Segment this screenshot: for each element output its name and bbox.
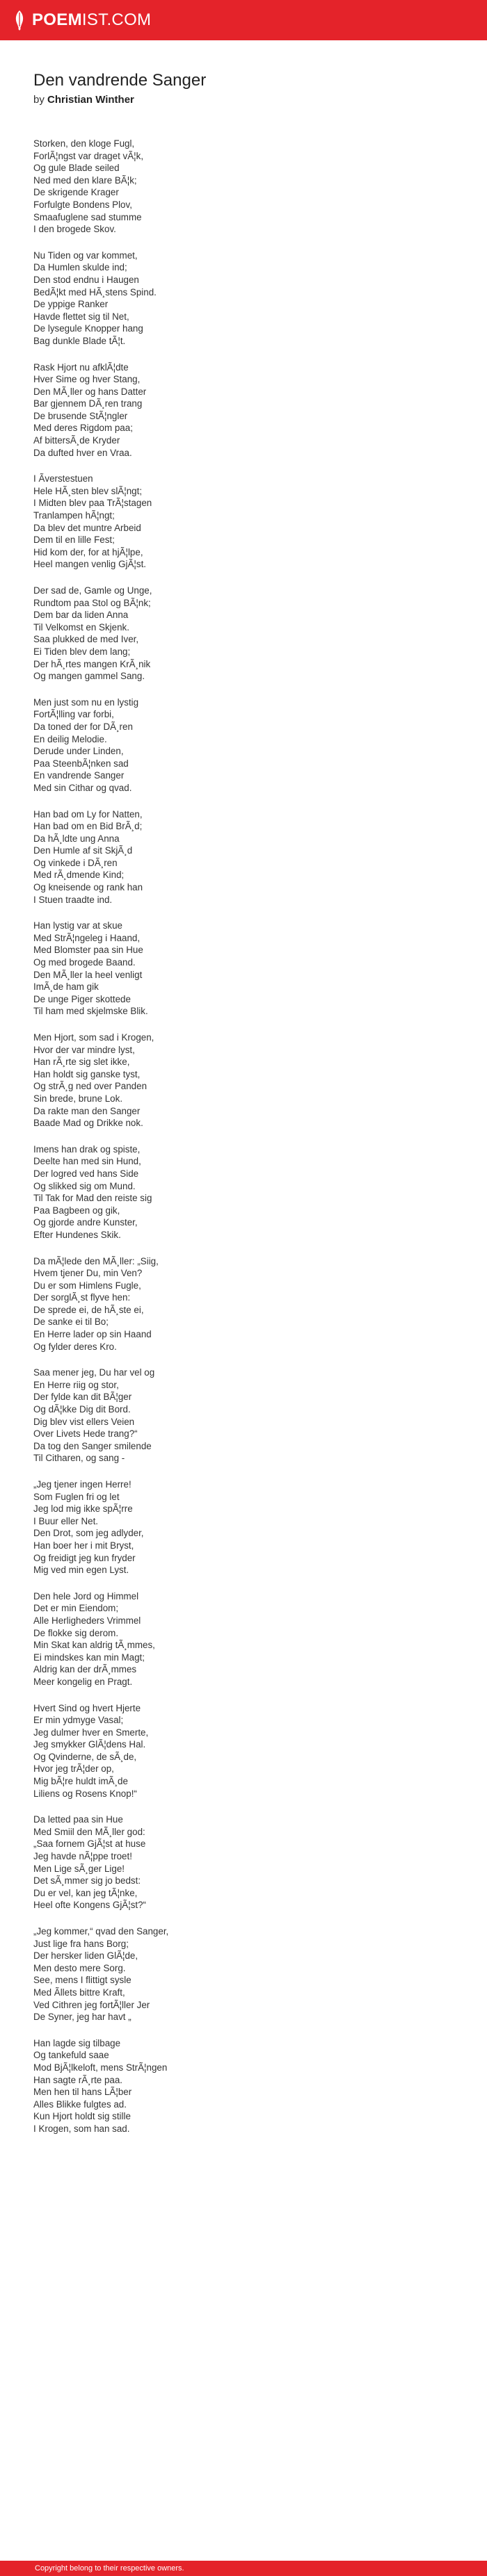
stanza <box>33 1032 451 1130</box>
poem-line: Til Citharen, og sang - <box>33 1453 125 1464</box>
poem-line: „Jeg kommer,“ qvad den Sanger, <box>33 1926 169 1937</box>
stanza <box>33 1702 451 1800</box>
poem-line: Med rÃ¸dmende Kind; <box>33 870 125 881</box>
poem-line: Rundtom paa Stol og BÃ¦nk; <box>33 597 151 608</box>
poem-title: Den vandrende Sanger <box>33 71 207 90</box>
poem-line: Mod BjÃ¦lkeloft, mens StrÃ¦ngen <box>33 2062 168 2073</box>
poem-line: Og strÃ¸g ned over Panden <box>33 1081 147 1092</box>
poem-line: Da tog den Sanger smilende <box>33 1440 152 1451</box>
poem-line: De sanke ei til Bo; <box>33 1316 109 1328</box>
poem-line: Da mÃ¦lede den MÃ¸ller: „Siig, <box>33 1255 159 1266</box>
poem-line: Storken, den kloge Fugl, <box>33 138 135 149</box>
poem-line: Med StrÃ¦ngeleg i Haand, <box>33 932 141 943</box>
poem-line: „Saa fornem GjÃ¦st at huse <box>33 1839 146 1850</box>
poem-line: Jeg dulmer hver en Smerte, <box>33 1727 149 1738</box>
poem-line: Da toned der for DÃ¸ren <box>33 721 133 732</box>
poem-line: FortÃ¦lling var forbi, <box>33 709 114 720</box>
poem-line: Da rakte man den Sanger <box>33 1105 141 1116</box>
poem-line: Meer kongelig en Pragt. <box>33 1676 133 1687</box>
poem-line: Til Tak for Mad den reiste sig <box>33 1193 152 1204</box>
poem-line: Den Humle af sit SkjÃ¸d <box>33 845 133 856</box>
poem-line: Men desto mere Sorg. <box>33 1962 126 1973</box>
poem-line: Og Qvinderne, de sÃ¸de, <box>33 1751 137 1762</box>
poem-line: Det sÃ¸mmer sig jo bedst: <box>33 1875 141 1886</box>
poem-line: Alle Herligheders Vrimmel <box>33 1615 141 1626</box>
poem-line: Han lystig var at skue <box>33 920 123 931</box>
stanza <box>33 1478 451 1576</box>
poem-line: Forfulgte Bondens Plov, <box>33 199 132 210</box>
poem-line: Hvem tjener Du, min Ven? <box>33 1268 143 1279</box>
poem-line: Sin brede, brune Lok. <box>33 1093 123 1104</box>
poem-line: Da Humlen skulde ind; <box>33 262 127 273</box>
poem-line: Bar gjennem DÃ¸ren trang <box>33 398 143 409</box>
stanza <box>33 1255 451 1353</box>
poem-line: Heel mangen venlig GjÃ¦st. <box>33 559 147 570</box>
poem-line: Og freidigt jeg kun fryder <box>33 1552 136 1563</box>
poem-line: Hid kom der, for at hjÃ¦lpe, <box>33 546 143 557</box>
poem-line: Og kneisende og rank han <box>33 882 143 893</box>
stanza <box>33 920 451 1018</box>
poem-line: Saa mener jeg, Du har vel og <box>33 1367 155 1378</box>
site-footer <box>0 2561 487 2576</box>
author-link[interactable]: Christian Winther <box>47 94 134 106</box>
poem-line: Jeg lod mig ikke spÃ¦rre <box>33 1503 133 1515</box>
poem-line: De sprede ei, de hÃ¸ste ei, <box>33 1304 144 1315</box>
poem-line: Han bad om en Bid BrÃ¸d; <box>33 821 143 832</box>
poem-line: Men Lige sÃ¸ger Lige! <box>33 1863 125 1874</box>
poem-line: Ned med den klare BÃ¦k; <box>33 174 137 186</box>
stanza <box>33 361 451 459</box>
poem-line: Og gule Blade seiled <box>33 163 120 174</box>
poem-line: Og tankefuld saae <box>33 2050 109 2061</box>
poem-line: Deelte han med sin Hund, <box>33 1156 141 1167</box>
poem-line: Derude under Linden, <box>33 746 124 757</box>
poem-line: Hele HÃ¸sten blev slÃ¦ngt; <box>33 485 143 496</box>
stanza <box>33 696 451 794</box>
poem-line: Og med brogede Baand. <box>33 957 136 968</box>
poem-line: Da letted paa sin Hue <box>33 1814 123 1825</box>
poem-line: Min Skat kan aldrig tÃ¸mmes, <box>33 1640 155 1651</box>
poem-line: Men Hjort, som sad i Krogen, <box>33 1032 154 1043</box>
poem-line: Den MÃ¸ller og hans Datter <box>33 386 147 397</box>
poem-line: De Syner, jeg har havt „ <box>33 2012 131 2023</box>
poem-line: De skrigende Krager <box>33 187 119 198</box>
poem-line: Smaafuglene sad stumme <box>33 211 142 222</box>
quill-icon <box>11 10 28 31</box>
poem-line: Just lige fra hans Borg; <box>33 1938 129 1949</box>
poem-line: Jeg smykker GlÃ¦dens Hal. <box>33 1739 146 1750</box>
stanza <box>33 1143 451 1241</box>
poem-line: Med sin Cithar og qvad. <box>33 782 132 793</box>
poem-line: Tranlampen hÃ¦ngt; <box>33 510 115 521</box>
poem-line: Han lagde sig tilbage <box>33 2037 121 2048</box>
poem-line: I Krogen, som han sad. <box>33 2123 130 2134</box>
poem-line: Og slikked sig om Mund. <box>33 1180 136 1191</box>
poem-line: De flokke sig derom. <box>33 1627 119 1638</box>
poem-line: En Herre riig og stor, <box>33 1379 119 1390</box>
poem-line: Der hÃ¸rtes mangen KrÃ¸nik <box>33 658 151 669</box>
poem-line: En Herre lader op sin Haand <box>33 1329 152 1340</box>
stanza <box>33 473 451 571</box>
poem-line: Ei mindskes kan min Magt; <box>33 1652 145 1663</box>
poem-line: De brusende StÃ¦ngler <box>33 410 128 421</box>
poem-line: Og mangen gammel Sang. <box>33 671 145 682</box>
stanza <box>33 1813 451 1911</box>
copyright-text: Copyright belong to their respective owners. <box>35 2564 184 2573</box>
poem-line: Jeg havde nÃ¦ppe troet! <box>33 1851 132 1862</box>
poem-line: Men just som nu en lystig <box>33 696 139 708</box>
poem-line: I Stuen traadte ind. <box>33 894 113 905</box>
poem-body <box>33 138 451 2135</box>
poem-line: Hvor jeg trÃ¦der op, <box>33 1763 114 1775</box>
poem-line: Der sorglÃ¸st flyve hen: <box>33 1292 131 1303</box>
poem-line: Mig bÃ¦re huldt imÃ¸de <box>33 1776 128 1787</box>
poem-line: Men hen til hans LÃ¦ber <box>33 2087 132 2098</box>
poem-line: Og vinkede i DÃ¸ren <box>33 857 118 868</box>
poem-line: Han rÃ¸rte sig slet ikke, <box>33 1057 130 1068</box>
poem-line: Liliens og Rosens Knop!“ <box>33 1788 137 1799</box>
poem-line: ImÃ¸de ham gik <box>33 981 99 993</box>
poem-line: Mig ved min egen Lyst. <box>33 1565 129 1576</box>
poem-line: Havde flettet sig til Net, <box>33 311 129 322</box>
poem-content <box>33 70 451 2149</box>
poem-line: Der hersker liden GlÃ¦de, <box>33 1950 138 1962</box>
poem-line: Den hele Jord og Himmel <box>33 1590 139 1601</box>
poem-line: Der sad de, Gamle og Unge, <box>33 585 152 596</box>
poem-line: Da blev det muntre Arbeid <box>33 522 141 533</box>
poem-line: Som Fuglen fri og let <box>33 1491 120 1502</box>
poem-line: Imens han drak og spiste, <box>33 1143 141 1155</box>
poem-line: Han bad om Ly for Natten, <box>33 808 143 820</box>
poem-line: I den brogede Skov. <box>33 224 116 235</box>
poem-line: Efter Hundenes Skik. <box>33 1229 121 1240</box>
poem-line: Ved Cithren jeg fortÃ¦ller Jer <box>33 1999 150 2010</box>
poem-line: Han boer her i mit Bryst, <box>33 1540 134 1551</box>
stanza <box>33 2037 451 2135</box>
poem-line: Der logred ved hans Side <box>33 1168 139 1179</box>
poem-line: Med Blomster paa sin Hue <box>33 945 143 956</box>
poem-line: Dem til en lille Fest; <box>33 535 115 546</box>
poem-line: En deilig Melodie. <box>33 733 107 744</box>
poem-line: Han holdt sig ganske tyst, <box>33 1068 141 1079</box>
poem-line: Hvor der var mindre lyst, <box>33 1044 135 1055</box>
poem-line: Med Smiil den MÃ¸ller god: <box>33 1826 145 1837</box>
poem-line: Og dÃ¦kke Dig dit Bord. <box>33 1404 131 1415</box>
poem-line: Til ham med skjelmske Blik. <box>33 1006 148 1017</box>
poem-line: Af bittersÃ¸de Kryder <box>33 435 120 446</box>
poem-line: Dig blev vist ellers Veien <box>33 1416 135 1427</box>
poem-line: Da dufted hver en Vraa. <box>33 447 132 458</box>
poem-line: Da hÃ¸ldte ung Anna <box>33 833 120 844</box>
poem-line: BedÃ¦kt med HÃ¸stens Spind. <box>33 286 157 297</box>
poem-line: Og fylder deres Kro. <box>33 1341 117 1352</box>
poem-line: Med Ãllets bittre Kraft, <box>33 1987 125 1998</box>
poem-line: ForlÃ¦ngst var draget vÃ¦k, <box>33 150 144 161</box>
byline <box>33 93 451 107</box>
poem-line: Og gjorde andre Kunster, <box>33 1217 138 1228</box>
poem-line: Kun Hjort holdt sig stille <box>33 2111 131 2122</box>
stanza <box>33 585 451 683</box>
brand-name-bold: POEM <box>32 10 82 29</box>
stanza <box>33 1367 451 1465</box>
poem-line: Han sagte rÃ¸rte paa. <box>33 2074 123 2085</box>
poem-line: Med deres Rigdom paa; <box>33 423 133 434</box>
poem-line: I Ãverstestuen <box>33 473 93 484</box>
poem-line: Over Livets Hede trang?“ <box>33 1428 138 1440</box>
poem-line: Den Drot, som jeg adlyder, <box>33 1528 144 1539</box>
poem-line: Paa SteenbÃ¦nken sad <box>33 758 129 769</box>
poem-line: De yppige Ranker <box>33 299 109 310</box>
poem-line: Der fylde kan dit BÃ¦ger <box>33 1392 132 1403</box>
stanza <box>33 250 451 348</box>
byline-prefix: by <box>33 94 45 106</box>
stanza <box>33 138 451 236</box>
poem-line: Den stod endnu i Haugen <box>33 274 139 285</box>
poem-line: Rask Hjort nu afklÃ¦dte <box>33 361 129 373</box>
poem-line: Nu Tiden og var kommet, <box>33 250 138 261</box>
stanza <box>33 808 451 906</box>
poem-line: Det er min Eiendom; <box>33 1603 119 1614</box>
poem-line: Heel ofte Kongens GjÃ¦st?“ <box>33 1900 147 1911</box>
site-header <box>0 0 487 40</box>
poem-line: I Buur eller Net. <box>33 1515 99 1526</box>
poem-line: Bag dunkle Blade tÃ¦t. <box>33 335 126 346</box>
poem-line: Saa plukked de med Iver, <box>33 634 139 645</box>
poem-line: Hvert Sind og hvert Hjerte <box>33 1702 141 1713</box>
poem-line: Paa Bagbeen og gik, <box>33 1205 120 1216</box>
poem-line: I Midten blev paa TrÃ¦stagen <box>33 498 152 509</box>
poem-line: Er min ydmyge Vasal; <box>33 1715 124 1726</box>
poem-line: Ei Tiden blev dem lang; <box>33 646 131 657</box>
poem-line: Aldrig kan der drÃ¸mmes <box>33 1664 137 1675</box>
poem-line: Dem bar da liden Anna <box>33 610 129 621</box>
poem-line: En vandrende Sanger <box>33 770 125 781</box>
poem-line: Til Velkomst en Skjenk. <box>33 621 129 633</box>
stanza <box>33 1925 451 2023</box>
poem-line: Alles Blikke fulgtes ad. <box>33 2098 127 2110</box>
poem-line: „Jeg tjener ingen Herre! <box>33 1479 131 1490</box>
poem-line: Du er vel, kan jeg tÃ¦nke, <box>33 1887 138 1898</box>
poem-line: Baade Mad og Drikke nok. <box>33 1118 143 1129</box>
poem-line: De unge Piger skottede <box>33 993 131 1004</box>
site-logo[interactable] <box>11 0 151 40</box>
poem-line: Du er som Himlens Fugle, <box>33 1280 141 1291</box>
poem-line: See, mens I flittigt sysle <box>33 1975 131 1986</box>
poem-line: Den MÃ¸ller la heel venligt <box>33 969 143 980</box>
brand-name-light: IST.COM <box>81 10 152 29</box>
stanza <box>33 1590 451 1688</box>
poem-line: De lysegule Knopper hang <box>33 323 143 334</box>
poem-line: Hver Sime og hver Stang, <box>33 374 141 385</box>
